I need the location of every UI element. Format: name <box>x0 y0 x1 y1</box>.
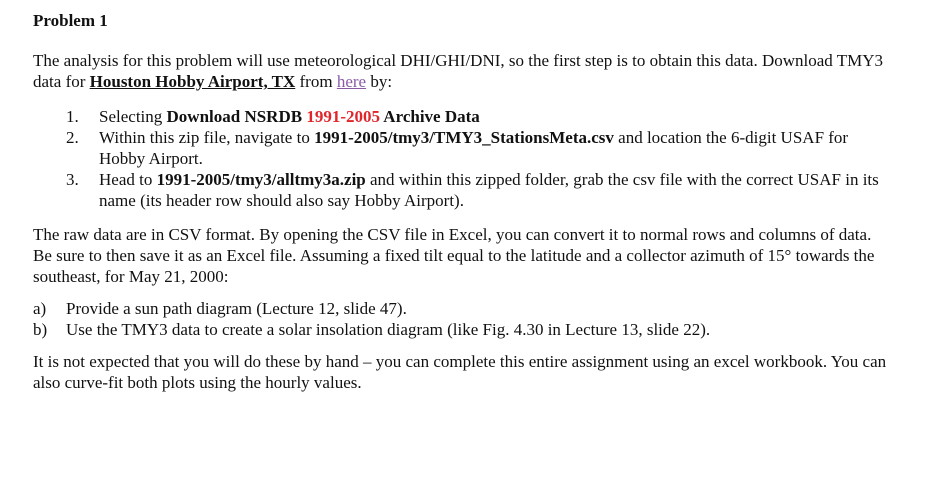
problem-title: Problem 1 <box>33 11 108 30</box>
step-text: Within this zip file, navigate to <box>99 128 315 147</box>
raw-data-paragraph: The raw data are in CSV format. By opening the CSV file in Excel, you can convert it to normal rows and columns of data. Be sure to then save it as an Excel file. Assuming a fixed tilt equal to the latitude and a collector azimuth of 15° towards the southeast, for May 21, 2000: <box>33 225 875 286</box>
task-letter: a) <box>33 299 47 318</box>
task-letter: b) <box>33 320 48 339</box>
step-item <box>33 106 891 127</box>
intro-text: The analysis for this problem will use meteorological DHI/GHI/DNI, so the first step is to obtain this data. Download TMY3 data for <box>33 51 884 91</box>
step-bold: Archive Data <box>380 107 480 126</box>
intro-from: from <box>295 72 337 91</box>
step-item <box>33 127 891 169</box>
step-text: and location the 6-digit USAF for Hobby Airport. <box>99 128 849 168</box>
step-text: and within this zipped folder, grab the csv file with the correct USAF in its name (its header row should also say Hobby Airport). <box>99 170 879 210</box>
step-item <box>33 169 891 211</box>
closing-paragraph: It is not expected that you will do these by hand – you can complete this entire assignment using an excel workbook. You can also curve-fit both plots using the hourly values. <box>33 352 887 392</box>
task-text: Use the TMY3 data to create a solar insolation diagram (like Fig. 4.30 in Lecture 13, slide 22). <box>66 320 711 339</box>
step-red-years: 1991-2005 <box>306 107 380 126</box>
steps-list <box>33 106 911 211</box>
location-name: Houston Hobby Airport, TX <box>89 72 296 91</box>
here-link[interactable]: here <box>336 72 367 91</box>
intro-end: by: <box>366 72 393 91</box>
task-item <box>33 319 911 340</box>
step-text: Selecting <box>99 107 167 126</box>
step-bold: Download NSRDB <box>166 107 307 126</box>
step-text: Head to <box>99 170 157 189</box>
step-number: 2. <box>66 128 79 147</box>
tasks-list <box>33 298 911 340</box>
step-bold-path: 1991-2005/tmy3/TMY3_StationsMeta.csv <box>314 128 614 147</box>
task-item <box>33 298 911 319</box>
step-bold-path: 1991-2005/tmy3/alltmy3a.zip <box>156 170 366 189</box>
task-text: Provide a sun path diagram (Lecture 12, slide 47). <box>66 299 407 318</box>
step-number: 1. <box>66 107 79 126</box>
step-number: 3. <box>66 170 79 189</box>
intro-paragraph <box>33 50 893 92</box>
